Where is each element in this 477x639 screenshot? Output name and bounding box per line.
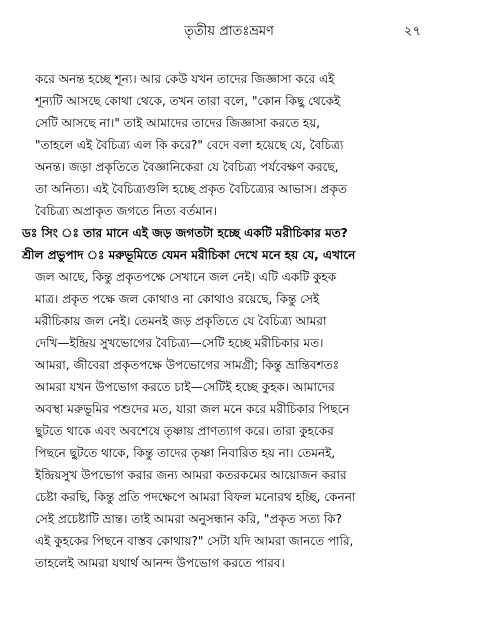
text-line: তা অনিত্য। এই বৈচিত্র্যগুলি হচ্ছে প্রকৃত বৈচিত্র্যের আভাস। প্রকৃত bbox=[35, 182, 347, 196]
text-line: বৈচিত্র্য অপ্রাকৃত জগতে নিত্য বর্তমান। bbox=[35, 204, 218, 218]
dialogue-line-srila-prabhupada: শ্রীল প্রভুপাদ ঃ মরুভূমিতে যেমন মরীচিকা দেখে মনে হয় যে, এখানে bbox=[22, 248, 356, 262]
dialogue-line-dr-singh: ডঃ সিং ঃ তার মানে এই জড় জগতটা হচ্ছে একটি মরীচিকার মত? bbox=[22, 226, 348, 240]
text-line: মাত্র। প্রকৃত পক্ষে জল কোথাও না কোথাও রয়েছে, কিন্তু সেই bbox=[35, 292, 320, 306]
text-line: অনন্ত। জড়া প্রকৃতিতে বৈজ্ঞানিকেরা যে বৈচিত্র্য পর্যবেক্ষণ করছে, bbox=[35, 160, 339, 174]
text-line: জল আছে, কিন্তু প্রকৃতপক্ষে সেখানে জল নেই। এটি একটি কুহক bbox=[35, 270, 337, 284]
text-line: অবস্থা মরুভূমির পশুদের মত, যারা জল মনে করে মরীচিকার পিছনে bbox=[35, 402, 350, 416]
text-line: তাহলেই আমরা যথার্থ আনন্দ উপভোগ করতে পারব। bbox=[35, 556, 285, 570]
text-line: করে অনন্ত হচ্ছে শূন্য। আর কেউ যখন তাদের জিজ্ঞাসা করে এই bbox=[35, 72, 335, 86]
text-line: ইন্দ্রিয়সুখ উপভোগ করার জন্য আমরা কতরকমের আয়োজন করার bbox=[35, 468, 347, 482]
text-line: "তাহলে এই বৈচিত্র্য এল কি করে?" বেদে বলা হয়েছে যে, বৈচিত্র্য bbox=[35, 138, 344, 152]
text-line: মরীচিকায় জল নেই। তেমনই জড় প্রকৃতিতে যে বৈচিত্র্য আমরা bbox=[35, 314, 327, 328]
page-number: ২৭ bbox=[404, 24, 421, 39]
text-line: শূন্যটি আসছে কোথা থেকে, তখন তারা বলে, "কোন কিছু থেকেই bbox=[35, 94, 341, 108]
text-line: আমরা যখন উপভোগ করতে চাই—সেটিই হচ্ছে কুহক। আমাদের bbox=[35, 380, 335, 394]
text-line: আমরা, জীবেরা প্রকৃতপক্ষে উপভোগের সামগ্রী; কিন্তু ভ্রান্তিবশতঃ bbox=[35, 358, 340, 372]
text-line: এই কুহকের পিছনে বাস্তব কোথায়?" সেটা যদি আমরা জানতে পারি, bbox=[35, 534, 354, 548]
text-line: সেটি আসছে না।" তাই আমাদের তাদের জিজ্ঞাসা করতে হয়, bbox=[35, 116, 321, 130]
text-line: পিছনে ছুটতে থাকে, কিন্তু তাদের তৃষ্ণা নিবারিত হয় না। তেমনই, bbox=[35, 446, 336, 460]
text-line: সেই প্রচেষ্টাটি ভ্রান্ত। তাই আমরা অনুসন্ধান করি, "প্রকৃত সত্য কি? bbox=[35, 512, 342, 526]
text-line: ছুটতে থাকে এবং অবশেষে তৃষ্ণায় প্রাণত্যাগ করে। তারা কুহকের bbox=[35, 424, 334, 438]
running-head: তৃতীয় প্রাতঃভ্রমণ bbox=[184, 24, 274, 39]
text-line: দেখি—ইন্দ্রিয় সুখভোগের বৈচিত্র্য—সেটি হচ্ছে মরীচিকার মত। bbox=[35, 336, 324, 350]
text-line: চেষ্টা করছি, কিন্তু প্রতি পদক্ষেপে আমরা বিফল মনোরথ হচ্ছি, কেননা bbox=[35, 490, 356, 504]
